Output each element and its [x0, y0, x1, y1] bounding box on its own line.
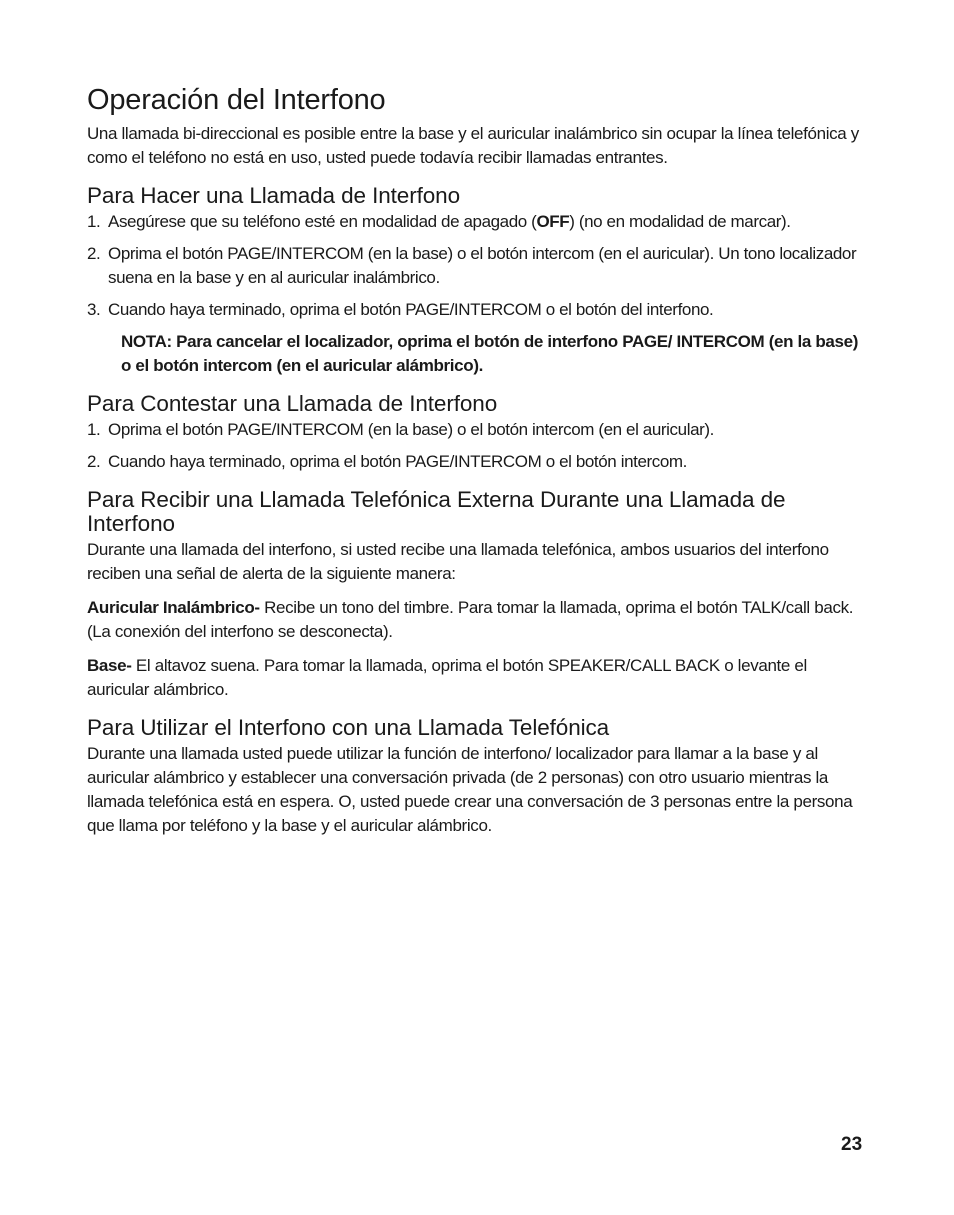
- use-intercom-paragraph: Durante una llamada usted puede utilizar la función de interfono/ localizador para llamar a la base y al auricular alámbrico y establecer una conversación privada (de 2 personas) con otro usuario mientras la llamada telefónica está en espera. O, usted puede crear una conversación de 3 personas entre la persona que llama por teléfono y la base y el auricular alámbrico.: [87, 744, 853, 835]
- base-paragraph: [87, 654, 869, 702]
- page-title: Operación del Interfono: [87, 84, 386, 116]
- step-number: 1.: [87, 420, 101, 439]
- handset-paragraph: [87, 596, 869, 644]
- step-number: 3.: [87, 300, 101, 319]
- section-heading-make-call: Para Hacer una Llamada de Interfono: [87, 183, 460, 208]
- step-text: Oprima el botón PAGE/INTERCOM (en la base) o el botón intercom (en el auricular).: [108, 420, 714, 439]
- step-number: 2.: [87, 452, 101, 471]
- handset-text: Recibe un tono del timbre. Para tomar la llamada, oprima el botón TALK/call back. (La conexión del interfono se desconecta).: [87, 598, 854, 641]
- step-number: 2.: [87, 244, 101, 263]
- step-text: Asegúrese que su teléfono esté en modalidad de apagado (: [108, 212, 537, 231]
- section-heading-use-intercom: Para Utilizar el Interfono con una Llamada Telefónica: [87, 715, 610, 740]
- base-text: El altavoz suena. Para tomar la llamada, oprima el botón SPEAKER/CALL BACK o levante el auricular alámbrico.: [87, 656, 807, 699]
- step-number: 1.: [87, 212, 101, 231]
- step-text: Cuando haya terminado, oprima el botón PAGE/INTERCOM o el botón intercom.: [108, 452, 687, 471]
- note-text: NOTA: Para cancelar el localizador, oprima el botón de interfono PAGE/ INTERCOM (en la base) o el botón intercom (en el auricular alámbrico).: [121, 332, 859, 375]
- receive-intro-paragraph: Durante una llamada del interfono, si usted recibe una llamada telefónica, ambos usuarios del interfono reciben una señal de alerta de la siguiente manera:: [87, 540, 829, 583]
- page-number: 23: [841, 1134, 863, 1155]
- list-item: [87, 242, 869, 290]
- handset-label: Auricular Inalámbrico-: [87, 598, 260, 617]
- intro-paragraph: Una llamada bi-direccional es posible entre la base y el auricular inalámbrico sin ocupar la línea telefónica y como el teléfono no está en uso, usted puede todavía recibir llamadas entrantes.: [87, 124, 859, 167]
- section-heading-answer-call: Para Contestar una Llamada de Interfono: [87, 391, 498, 416]
- list-item: [87, 298, 869, 322]
- list-item: [87, 418, 869, 442]
- step-text: ) (no en modalidad de marcar).: [569, 212, 791, 231]
- make-call-steps: [87, 210, 869, 322]
- list-item: [87, 450, 869, 474]
- step-text: Cuando haya terminado, oprima el botón PAGE/INTERCOM o el botón del interfono.: [108, 300, 714, 319]
- list-item: [87, 210, 869, 234]
- step-text: Oprima el botón PAGE/INTERCOM (en la base) o el botón intercom (en el auricular). Un tono localizador suena en la base y en al auricular inalámbrico.: [108, 244, 857, 287]
- section-heading-receive-external: Para Recibir una Llamada Telefónica Externa Durante una Llamada de Interfono: [87, 487, 786, 536]
- step-bold-text: OFF: [536, 212, 570, 231]
- answer-call-steps: [87, 418, 869, 474]
- page-content: [87, 82, 869, 838]
- base-label: Base-: [87, 656, 132, 675]
